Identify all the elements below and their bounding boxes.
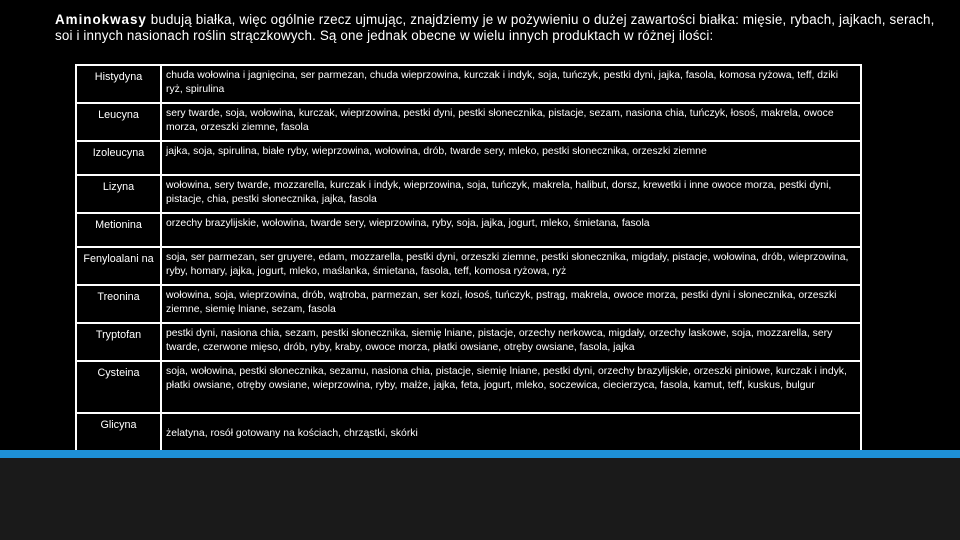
intro-bold-lead: Aminokwasy: [55, 12, 147, 27]
table-row: [76, 285, 861, 323]
amino-acid-name: Leucyna: [76, 103, 161, 141]
table-row: [76, 213, 861, 247]
food-sources: chuda wołowina i jagnięcina, ser parmezan, chuda wieprzowina, kurczak i indyk, soja, tuńczyk, pestki dyni, jajka, fasola, komosa ryżowa, teff, dziki ryż, spirulina: [161, 65, 861, 103]
table-row: [76, 141, 861, 175]
amino-acid-name: Fenyloalani na: [76, 247, 161, 285]
amino-acid-table: [75, 64, 862, 454]
amino-acid-name: Histydyna: [76, 65, 161, 103]
food-sources: wołowina, soja, wieprzowina, drób, wątroba, parmezan, ser kozi, łosoś, tuńczyk, pstrąg, makrela, owoce morza, pestki dyni i słonecznika, orzeszki ziemne, siemię lniane, sezam, fasola: [161, 285, 861, 323]
intro-paragraph: [55, 12, 935, 44]
table-row: [76, 323, 861, 361]
table-row: [76, 413, 861, 453]
amino-acid-name: Glicyna: [76, 413, 161, 453]
food-sources: pestki dyni, nasiona chia, sezam, pestki słonecznika, siemię lniane, pistacje, orzechy nerkowca, migdały, orzechy laskowe, soja, mozzarella, sery twarde, czerwone mięso, drób, ryby, kraby, owoce morza, płatki owsiane, otręby owsiane, fasola, jajka: [161, 323, 861, 361]
amino-acid-name: Treonina: [76, 285, 161, 323]
amino-acid-name: Metionina: [76, 213, 161, 247]
food-sources: jajka, soja, spirulina, białe ryby, wieprzowina, wołowina, drób, twarde sery, mleko, pestki słonecznika, orzeszki ziemne: [161, 141, 861, 175]
food-sources: soja, wołowina, pestki słonecznika, sezamu, nasiona chia, pistacje, siemię lniane, pestki dyni, orzechy brazylijskie, orzeszki piniowe, kurczak i indyk, płatki owsiane, otręby owsiane, wieprzowina, ryby, małże, jajka, feta, jogurt, mleko, soczewica, ciecierzyca, fasola, kamut, teff, kuskus, bulgur: [161, 361, 861, 413]
food-sources: wołowina, sery twarde, mozzarella, kurczak i indyk, wieprzowina, soja, tuńczyk, makrela, halibut, dorsz, krewetki i inne owoce morza, pestki dyni, pistacje, chia, pestki słonecznika, jajka, fasola: [161, 175, 861, 213]
bottom-panel: [0, 458, 960, 540]
food-sources: sery twarde, soja, wołowina, kurczak, wieprzowina, pestki dyni, pestki słonecznika, pistacje, sezam, nasiona chia, tuńczyk, łosoś, makrela, owoce morza, orzeszki ziemne, fasola: [161, 103, 861, 141]
food-sources: żelatyna, rosół gotowany na kościach, chrząstki, skórki: [161, 413, 861, 453]
accent-bar: [0, 450, 960, 458]
table-row: [76, 361, 861, 413]
intro-text: budują białka, więc ogólnie rzecz ujmując, znajdziemy je w pożywieniu o dużej zawartości białka: mięsie, rybach, jajkach, serach, soi i innych nasionach roślin strączkowych. Są one jednak obecne w wielu innych produktach w różnej ilości:: [55, 12, 935, 43]
amino-acid-name: Cysteina: [76, 361, 161, 413]
table-row: [76, 65, 861, 103]
table-row: [76, 103, 861, 141]
amino-acid-name: Lizyna: [76, 175, 161, 213]
amino-acid-name: Izoleucyna: [76, 141, 161, 175]
table-row: [76, 175, 861, 213]
food-sources: orzechy brazylijskie, wołowina, twarde sery, wieprzowina, ryby, soja, jajka, jogurt, mleko, śmietana, fasola: [161, 213, 861, 247]
table-row: [76, 247, 861, 285]
amino-acid-name: Tryptofan: [76, 323, 161, 361]
food-sources: soja, ser parmezan, ser gruyere, edam, mozzarella, pestki dyni, orzeszki ziemne, pestki słonecznika, migdały, pistacje, wołowina, drób, wieprzowina, ryby, homary, jajka, jogurt, mleko, maślanka, śmietana, fasola, teff, komosa ryżowa, ryż: [161, 247, 861, 285]
